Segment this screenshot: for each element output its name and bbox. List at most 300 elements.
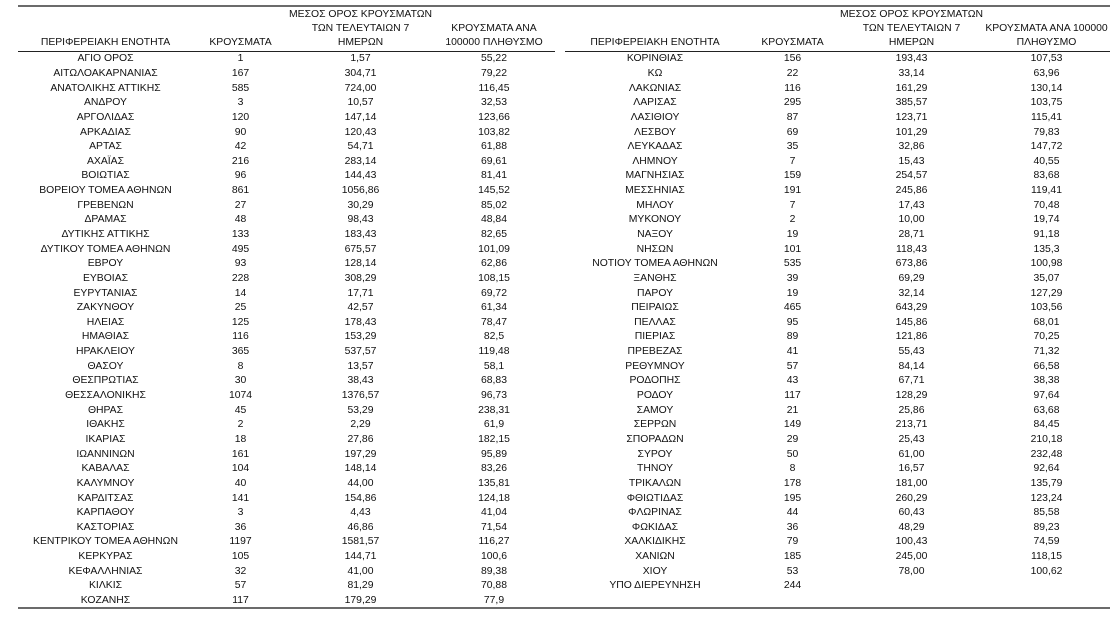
cell-avg7: 48,29: [898, 521, 925, 533]
cell-avg7: 144,43: [344, 170, 377, 182]
cell-region: ΧΙΟΥ: [642, 565, 668, 577]
cell-region: ΛΕΥΚΑΔΑΣ: [627, 141, 683, 153]
cell-avg7: 53,29: [347, 404, 374, 416]
cell-per100k: 74,59: [1033, 536, 1060, 548]
table-row: [565, 198, 1110, 213]
cell-cases: 21: [786, 404, 799, 416]
table-row: [565, 140, 1110, 155]
cell-per100k: 38,38: [1033, 375, 1060, 387]
table-row: [18, 506, 555, 521]
table-row: [18, 154, 555, 169]
cell-region: ΗΛΕΙΑΣ: [86, 316, 125, 328]
cell-avg7: 98,43: [347, 214, 374, 226]
cell-cases: 95: [786, 316, 799, 328]
table-row: [565, 418, 1110, 433]
header-region: ΠΕΡΙΦΕΡΕΙΑΚΗ ΕΝΟΤΗΤΑ: [18, 8, 193, 52]
cell-per100k: 124,18: [478, 492, 510, 504]
cell-cases: 69: [786, 126, 799, 138]
cell-avg7: 1,57: [350, 53, 371, 65]
table-row: [565, 535, 1110, 550]
cell-cases: 191: [783, 185, 802, 197]
table-row: [565, 564, 1110, 579]
cell-per100k: 130,14: [1030, 82, 1063, 94]
cell-cases: 30: [234, 375, 247, 387]
cell-avg7: 213,71: [895, 419, 928, 431]
cell-per100k: 69,72: [480, 287, 507, 299]
table-row: [18, 433, 555, 448]
cell-avg7: 283,14: [344, 155, 377, 167]
table-row: [18, 111, 555, 126]
cell-cases: 125: [231, 316, 250, 328]
header-avg7: ΜΕΣΟΣ ΟΡΟΣ ΚΡΟΥΣΜΑΤΩΝ ΤΩΝ ΤΕΛΕΥΤΑΙΩΝ 7 ΗΜΕΡΩΝ: [840, 8, 983, 52]
cell-avg7: 10,00: [898, 214, 925, 226]
cell-avg7: 1581,57: [341, 536, 380, 548]
cell-cases: 87: [786, 111, 799, 123]
cell-cases: 185: [783, 551, 802, 563]
table-row: [565, 491, 1110, 506]
cell-avg7: 385,57: [895, 97, 928, 109]
table-row: [565, 52, 1110, 67]
cell-avg7: 69,29: [898, 272, 925, 284]
bottom-rule: [18, 607, 1110, 609]
table-row: [565, 579, 1110, 594]
table-row: [565, 389, 1110, 404]
cell-avg7: 178,43: [344, 316, 377, 328]
cell-region: ΚΑΡΠΑΘΟΥ: [76, 507, 135, 519]
cell-per100k: 85,02: [480, 199, 507, 211]
header-row: [18, 8, 555, 52]
cell-avg7: 60,43: [898, 507, 925, 519]
table-row: [18, 330, 555, 345]
cell-per100k: 97,64: [1033, 390, 1060, 402]
cell-per100k: 63,68: [1033, 404, 1060, 416]
table-row: [18, 462, 555, 477]
cell-per100k: 123,66: [478, 111, 510, 123]
cell-cases: 365: [231, 346, 250, 358]
cell-region: ΑΓΙΟ ΟΡΟΣ: [77, 53, 134, 65]
cell-region: ΜΗΛΟΥ: [636, 199, 674, 211]
cell-per100k: 66,58: [1033, 360, 1060, 372]
cell-avg7: 183,43: [344, 229, 377, 240]
table-row: [18, 81, 555, 96]
table-row: [565, 228, 1110, 243]
cell-cases: 50: [786, 448, 799, 460]
table-row: [18, 301, 555, 316]
table-row: [18, 198, 555, 213]
cell-cases: 3: [237, 507, 244, 519]
cell-per100k: 118,15: [1030, 551, 1062, 563]
table-row: [565, 184, 1110, 199]
cell-per100k: 116,27: [478, 536, 510, 548]
cell-cases: 159: [783, 170, 802, 182]
cell-cases: 35: [786, 141, 799, 153]
cell-cases: 141: [231, 492, 250, 504]
cell-region: ΣΑΜΟΥ: [636, 404, 674, 416]
cell-region: ΙΘΑΚΗΣ: [86, 419, 125, 431]
cell-region: ΚΕΡΚΥΡΑΣ: [78, 551, 133, 563]
cell-avg7: 161,29: [895, 82, 928, 94]
cell-cases: 120: [231, 111, 250, 123]
table-row: [18, 257, 555, 272]
header-cases: ΚΡΟΥΣΜΑΤΑ: [745, 8, 840, 52]
cell-per100k: 91,18: [1033, 229, 1060, 240]
cell-cases: 43: [786, 375, 799, 387]
table-row: [565, 462, 1110, 477]
cell-avg7: 154,86: [344, 492, 377, 504]
table-row: [18, 345, 555, 360]
cell-cases: 8: [789, 463, 796, 475]
cell-cases: 48: [234, 214, 247, 226]
cell-per100k: 103,75: [1030, 97, 1063, 109]
cell-avg7: 32,14: [898, 287, 925, 299]
table-row: [18, 228, 555, 243]
cell-avg7: 675,57: [344, 243, 377, 255]
cell-region: ΚΕΝΤΡΙΚΟΥ ΤΟΜΕΑ ΑΘΗΝΩΝ: [33, 536, 178, 548]
cell-region: ΑΡΓΟΛΙΔΑΣ: [76, 111, 135, 123]
cell-cases: 1: [237, 53, 244, 65]
cell-region: ΝΗΣΩΝ: [636, 243, 674, 255]
cell-per100k: 100,98: [1030, 258, 1063, 270]
header-row: [565, 8, 1110, 52]
cell-avg7: 537,57: [344, 346, 377, 358]
table-row: [565, 301, 1110, 316]
cell-per100k: 182,15: [478, 433, 510, 445]
table-row: [565, 67, 1110, 82]
cell-per100k: 135,3: [1033, 243, 1060, 255]
table-row: [18, 52, 555, 67]
table-row: [565, 550, 1110, 565]
cell-cases: 19: [786, 287, 799, 299]
cell-per100k: 19,74: [1033, 214, 1060, 226]
cell-cases: 2: [237, 419, 244, 431]
cell-cases: 90: [234, 126, 247, 138]
cell-avg7: [840, 579, 983, 594]
cell-per100k: 81,41: [480, 170, 507, 182]
cell-per100k: 48,84: [480, 214, 507, 226]
cell-avg7: 153,29: [344, 331, 377, 343]
cell-cases: 7: [789, 155, 796, 167]
cell-per100k: 69,61: [480, 155, 507, 167]
table-row: [565, 316, 1110, 331]
cell-region: ΛΕΣΒΟΥ: [634, 126, 676, 138]
table-row: [565, 96, 1110, 111]
cell-region: ΒΟΡΕΙΟΥ ΤΟΜΕΑ ΑΘΗΝΩΝ: [39, 185, 172, 197]
table-row: [18, 389, 555, 404]
cell-per100k: 96,73: [480, 390, 507, 402]
cell-per100k: 210,18: [1030, 433, 1063, 445]
cell-per100k: 89,23: [1033, 521, 1060, 533]
cell-avg7: 145,86: [895, 316, 928, 328]
cell-cases: 156: [783, 53, 802, 65]
cell-region: ΔΡΑΜΑΣ: [84, 214, 127, 226]
cell-per100k: 84,45: [1033, 419, 1060, 431]
cell-region: ΘΑΣΟΥ: [87, 360, 124, 372]
cell-cases: 18: [234, 433, 247, 445]
cell-per100k: 135,81: [478, 477, 510, 489]
table-row: [565, 125, 1110, 140]
cell-region: ΕΥΡΥΤΑΝΙΑΣ: [73, 287, 138, 299]
cell-avg7: 193,43: [895, 53, 928, 65]
table-row: [18, 477, 555, 492]
cell-region: ΘΕΣΣΑΛΟΝΙΚΗΣ: [65, 390, 146, 402]
table-row: [18, 242, 555, 257]
cell-region: ΠΙΕΡΙΑΣ: [634, 331, 676, 343]
table-body-left: [18, 52, 555, 609]
cell-per100k: 79,83: [1033, 126, 1060, 138]
cell-per100k: 92,64: [1033, 463, 1060, 475]
cell-region: ΝΑΞΟΥ: [637, 229, 673, 240]
cell-per100k: 68,83: [480, 375, 507, 387]
cell-per100k: 103,82: [478, 126, 510, 138]
cell-region: ΚΑΣΤΟΡΙΑΣ: [76, 521, 135, 533]
cell-per100k: 61,9: [483, 419, 505, 431]
cell-avg7: 308,29: [344, 272, 377, 284]
table-row: [18, 316, 555, 331]
table-row: [18, 96, 555, 111]
cell-avg7: 197,29: [344, 448, 377, 460]
table-row: [18, 403, 555, 418]
cell-region: ΡΟΔΟΥ: [636, 390, 674, 402]
cell-cases: 45: [234, 404, 247, 416]
cell-per100k: 61,88: [480, 141, 507, 153]
cell-region: ΛΑΣΙΘΙΟΥ: [630, 111, 680, 123]
cell-region: ΑΝΑΤΟΛΙΚΗΣ ΑΤΤΙΚΗΣ: [50, 82, 161, 94]
cell-cases: 149: [783, 419, 802, 431]
cell-region: ΛΗΜΝΟΥ: [632, 155, 678, 167]
cell-per100k: 70,48: [1033, 199, 1060, 211]
cell-region: ΤΗΝΟΥ: [636, 463, 674, 475]
cell-per100k: 145,52: [478, 185, 510, 197]
cell-region: ΔΥΤΙΚΗΣ ΑΤΤΙΚΗΣ: [61, 229, 150, 240]
cell-per100k: 83,68: [1033, 170, 1060, 182]
cell-region: ΖΑΚΥΝΘΟΥ: [76, 302, 135, 314]
cell-cases: 535: [783, 258, 802, 270]
cell-cases: 101: [783, 243, 802, 255]
cell-region: ΙΩΑΝΝΙΝΩΝ: [76, 448, 135, 460]
table-row: [18, 564, 555, 579]
cell-cases: 93: [234, 258, 247, 270]
table-row: [565, 272, 1110, 287]
cell-region: ΦΩΚΙΔΑΣ: [631, 521, 679, 533]
cell-cases: 495: [231, 243, 250, 255]
cell-avg7: 27,86: [347, 433, 374, 445]
cell-cases: 244: [783, 580, 802, 592]
cell-cases: 89: [786, 331, 799, 343]
cell-region: ΦΘΙΩΤΙΔΑΣ: [626, 492, 684, 504]
cell-region: ΘΗΡΑΣ: [87, 404, 124, 416]
table-row: [18, 359, 555, 374]
cell-avg7: 84,14: [898, 360, 925, 372]
cell-avg7: 128,29: [895, 390, 928, 402]
cell-per100k: 55,22: [480, 53, 507, 65]
cell-cases: 22: [786, 67, 799, 79]
cell-avg7: 1056,86: [341, 185, 380, 197]
table-row: [565, 111, 1110, 126]
cell-per100k: 100,6: [480, 551, 507, 563]
cell-avg7: 147,14: [344, 111, 377, 123]
cell-region: ΑΙΤΩΛΟΑΚΑΡΝΑΝΙΑΣ: [53, 67, 158, 79]
top-rule: [18, 5, 1110, 7]
cell-avg7: 42,57: [347, 302, 374, 314]
cell-avg7: 120,43: [344, 126, 377, 138]
cell-cases: 53: [786, 565, 799, 577]
table-row: [18, 579, 555, 594]
cell-per100k: 68,01: [1033, 316, 1060, 328]
cell-per100k: 100,62: [1030, 565, 1063, 577]
table-row: [18, 213, 555, 228]
cell-cases: 32: [234, 565, 247, 577]
table-row: [565, 374, 1110, 389]
cell-region: ΕΥΒΟΙΑΣ: [82, 272, 129, 284]
cell-cases: 133: [231, 229, 250, 240]
cell-cases: 3: [237, 97, 244, 109]
cell-cases: 57: [786, 360, 799, 372]
table-row: [565, 330, 1110, 345]
cell-region: ΗΜΑΘΙΑΣ: [81, 331, 130, 343]
cell-avg7: 673,86: [895, 258, 928, 270]
cell-region: ΒΟΙΩΤΙΑΣ: [81, 170, 130, 182]
cell-cases: 29: [786, 433, 799, 445]
cell-per100k: 62,86: [480, 258, 507, 270]
cell-per100k: 83,26: [480, 463, 507, 475]
table-row: [565, 169, 1110, 184]
cell-region: ΣΕΡΡΩΝ: [633, 419, 677, 431]
cell-avg7: 128,14: [344, 258, 377, 270]
table-row: [18, 374, 555, 389]
cell-per100k: 61,34: [480, 302, 507, 314]
cell-region: ΚΙΛΚΙΣ: [89, 580, 122, 592]
cell-avg7: 724,00: [344, 82, 377, 94]
cell-cases: 117: [784, 390, 801, 402]
table-row: [565, 154, 1110, 169]
cell-region: ΠΕΛΛΑΣ: [634, 316, 676, 328]
table-row: [18, 447, 555, 462]
cell-region: ΝΟΤΙΟΥ ΤΟΜΕΑ ΑΘΗΝΩΝ: [592, 258, 718, 270]
cell-region: ΞΑΝΘΗΣ: [633, 272, 677, 284]
table-row: [18, 521, 555, 536]
cell-cases: 27: [234, 199, 247, 211]
cell-region: ΑΧΑΪΑΣ: [86, 155, 125, 167]
header-per100k: ΚΡΟΥΣΜΑΤΑ ΑΝΑ 100000 ΠΛΗΘΥΣΜΟ: [433, 8, 555, 52]
cell-region: ΚΟΖΑΝΗΣ: [80, 595, 131, 607]
table-row: [18, 184, 555, 199]
cell-region: ΡΕΘΥΜΝΟΥ: [625, 360, 685, 372]
table-row: [565, 345, 1110, 360]
cell-cases: 116: [232, 331, 249, 343]
cell-region: ΣΠΟΡΑΔΩΝ: [626, 433, 684, 445]
cell-avg7: 78,00: [898, 565, 925, 577]
cell-avg7: 260,29: [895, 492, 928, 504]
cell-avg7: 1376,57: [341, 390, 380, 402]
cell-region: ΚΟΡΙΝΘΙΑΣ: [626, 53, 684, 65]
cell-per100k: 127,29: [1030, 287, 1063, 299]
cell-avg7: 179,29: [344, 595, 377, 607]
cell-avg7: 100,43: [895, 536, 928, 548]
cell-avg7: 17,71: [347, 287, 374, 299]
cell-cases: 861: [231, 185, 250, 197]
cell-region: ΑΡΤΑΣ: [89, 141, 122, 153]
cell-cases: 39: [786, 272, 799, 284]
cell-avg7: 16,57: [898, 463, 925, 475]
cell-avg7: 17,43: [898, 199, 925, 211]
cell-avg7: 101,29: [895, 126, 928, 138]
table-row: [18, 140, 555, 155]
table-row: [565, 521, 1110, 536]
cell-cases: 465: [783, 302, 802, 314]
table-row: [18, 272, 555, 287]
table-row: [565, 477, 1110, 492]
cell-region: ΓΡΕΒΕΝΩΝ: [77, 199, 134, 211]
cell-avg7: 41,00: [347, 565, 374, 577]
table-row: [18, 125, 555, 140]
cell-region: ΜΕΣΣΗΝΙΑΣ: [625, 185, 685, 197]
table-row: [565, 242, 1110, 257]
cell-per100k: 119,48: [478, 346, 510, 358]
cell-cases: 178: [783, 477, 802, 489]
cell-per100k: 135,79: [1030, 477, 1063, 489]
table-row: [565, 81, 1110, 96]
cell-avg7: 81,29: [347, 580, 374, 592]
table-row: [565, 257, 1110, 272]
cell-per100k: 63,96: [1033, 67, 1060, 79]
cell-region: ΡΟΔΟΠΗΣ: [629, 375, 681, 387]
cell-per100k: 77,9: [483, 595, 505, 607]
cell-region: ΚΑΛΥΜΝΟΥ: [76, 477, 135, 489]
cell-avg7: 181,00: [895, 477, 928, 489]
cell-per100k: 35,07: [1033, 272, 1060, 284]
cell-cases: 40: [234, 477, 247, 489]
cell-cases: 36: [234, 521, 247, 533]
cell-cases: 44: [786, 507, 799, 519]
cell-cases: 167: [231, 67, 250, 79]
cell-cases: 195: [783, 492, 802, 504]
cell-cases: 585: [231, 82, 250, 94]
table-row: [565, 359, 1110, 374]
cell-per100k: 41,04: [480, 507, 507, 519]
cell-avg7: 13,57: [347, 360, 374, 372]
cell-avg7: 245,00: [895, 551, 928, 563]
cell-cases: 7: [789, 199, 796, 211]
cases-table-right: [565, 8, 1110, 594]
cell-region: ΚΑΡΔΙΤΣΑΣ: [77, 492, 134, 504]
table-row: [565, 403, 1110, 418]
cell-region: ΚΩ: [647, 67, 663, 79]
cell-avg7: 643,29: [895, 302, 928, 314]
cell-per100k: 71,54: [480, 521, 507, 533]
cell-region: ΑΝΔΡΟΥ: [84, 97, 127, 109]
cell-per100k: 115,41: [1030, 111, 1062, 123]
cell-per100k: 40,55: [1033, 155, 1060, 167]
cell-region: ΚΑΒΑΛΑΣ: [81, 463, 130, 475]
cell-per100k: 119,41: [1030, 185, 1062, 197]
cell-avg7: 32,86: [898, 141, 925, 153]
cell-cases: 104: [231, 463, 250, 475]
cell-cases: 41: [786, 346, 799, 358]
cell-region: ΛΑΡΙΣΑΣ: [633, 97, 677, 109]
cell-avg7: 25,43: [898, 433, 925, 445]
table-row: [565, 213, 1110, 228]
cell-avg7: 10,57: [347, 97, 374, 109]
header-avg7: ΜΕΣΟΣ ΟΡΟΣ ΚΡΟΥΣΜΑΤΩΝ ΤΩΝ ΤΕΛΕΥΤΑΙΩΝ 7 ΗΜΕΡΩΝ: [288, 8, 433, 52]
cell-region: ΠΑΡΟΥ: [636, 287, 674, 299]
table-row: [18, 67, 555, 82]
cell-per100k: 70,25: [1033, 331, 1060, 343]
cell-per100k: 116,45: [478, 82, 510, 94]
cell-region: ΜΑΓΝΗΣΙΑΣ: [625, 170, 685, 182]
cell-avg7: 304,71: [344, 67, 377, 79]
cell-cases: 228: [231, 272, 250, 284]
cell-avg7: 254,57: [895, 170, 928, 182]
